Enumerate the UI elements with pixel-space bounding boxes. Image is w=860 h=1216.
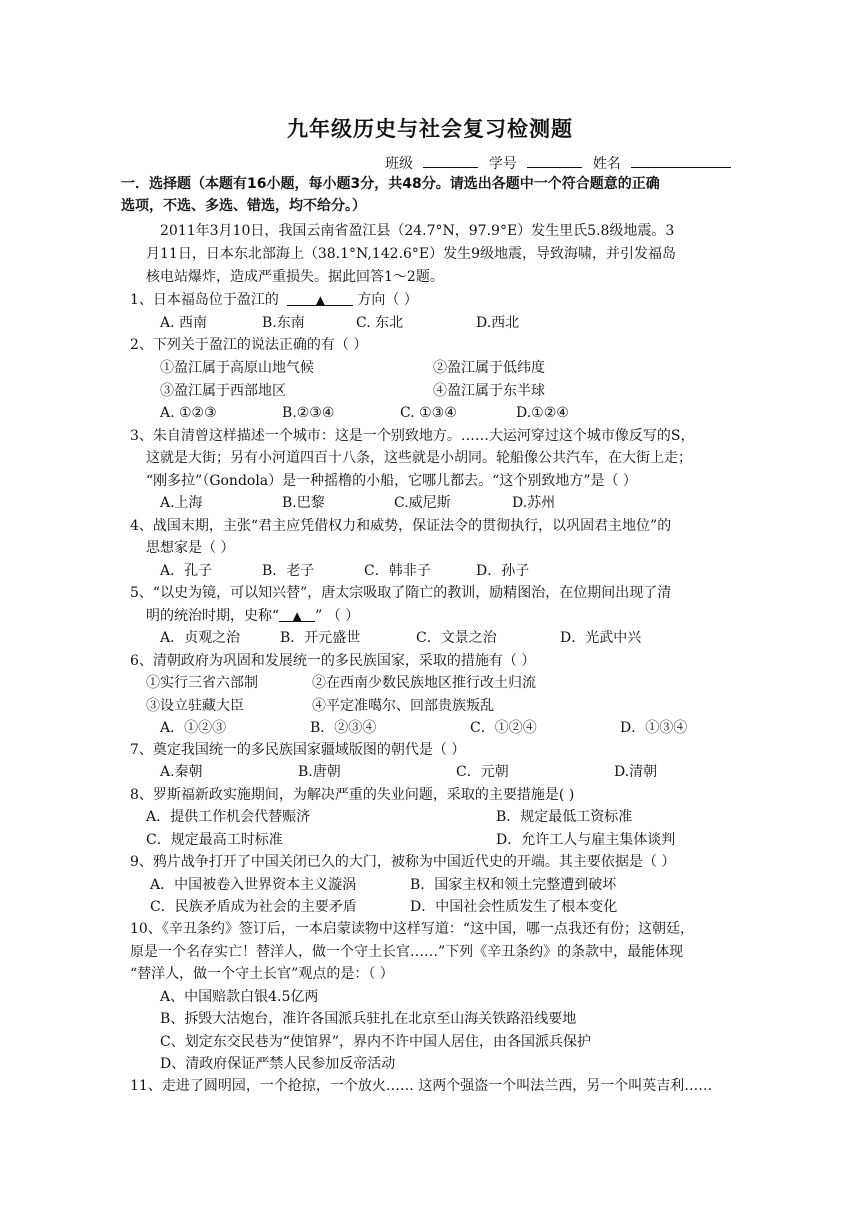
question-3-line-2: 这就是大街；另有小河道四百十八条，这些就是小胡同。轮船像公共汽车，在大街上走； xyxy=(146,450,692,466)
question-7-stem: 7、奠定我国统一的多民族国家疆域版图的朝代是（ ） xyxy=(130,742,466,758)
question-6-item-4: ④平定准噶尔、回部贵族叛乱 xyxy=(312,698,494,714)
question-3-option-d[interactable]: D.苏州 xyxy=(512,495,556,511)
class-label: 班级 xyxy=(385,156,413,172)
question-3-line-3: “刚多拉”（Gondola）是一种摇橹的小船，它哪儿都去。“这个别致地方”是（ ） xyxy=(146,473,637,489)
question-5-blank: ▲ xyxy=(279,606,315,622)
question-2-item-2: ②盈江属于低纬度 xyxy=(433,360,545,376)
page-title: 九年级历史与社会复习检测题 xyxy=(287,117,573,141)
question-1-blank: ▲ xyxy=(287,290,353,306)
question-9-stem: 9、鸦片战争打开了中国关闭已久的大门，被称为中国近代史的开端。其主要依据是（ ） xyxy=(130,854,676,870)
question-4-option-d[interactable]: D．孙子 xyxy=(476,563,530,579)
question-9-option-a[interactable]: A．中国被卷入世界资本主义漩涡 xyxy=(150,877,357,893)
question-7-option-a[interactable]: A.秦朝 xyxy=(160,764,203,780)
question-3-line-1: 3、朱自清曾这样描述一个城市：这是一个别致地方。……大运河穿过这个城市像反写的S， xyxy=(130,428,695,444)
question-2-item-3: ③盈江属于西部地区 xyxy=(160,383,286,399)
question-9-option-b[interactable]: B．国家主权和领土完整遭到破坏 xyxy=(410,877,617,893)
question-7-option-d[interactable]: D.清朝 xyxy=(614,764,658,780)
question-7-option-c[interactable]: C．元朝 xyxy=(456,764,509,780)
question-11-stem: 11、走进了圆明园，一个抢掠，一个放火…… 这两个强盗一个叫法兰西，另一个叫英吉利…… xyxy=(130,1078,713,1094)
question-4-line-2: 思想家是（ ） xyxy=(146,540,235,556)
question-6-item-2: ②在西南少数民族地区推行改土归流 xyxy=(312,675,536,691)
question-2-item-4: ④盈江属于东半球 xyxy=(433,383,545,399)
question-1-option-a[interactable]: A. 西南 xyxy=(160,315,208,331)
question-2-option-a[interactable]: A. ①②③ xyxy=(160,405,217,421)
question-2-option-d[interactable]: D.①②④ xyxy=(516,405,569,421)
question-6-option-d[interactable]: D．①③④ xyxy=(620,720,688,736)
question-1-option-b[interactable]: B.东南 xyxy=(262,315,305,331)
question-8-option-d[interactable]: D．允许工人与雇主集体谈判 xyxy=(496,832,676,848)
question-7-option-b[interactable]: B.唐朝 xyxy=(298,764,341,780)
question-9-option-d[interactable]: D．中国社会性质发生了根本变化 xyxy=(410,899,618,915)
question-8-option-b[interactable]: B．规定最低工资标准 xyxy=(496,809,633,825)
question-4-option-c[interactable]: C．韩非子 xyxy=(364,563,431,579)
question-6-option-a[interactable]: A．①②③ xyxy=(160,720,227,736)
question-2-stem: 2、下列关于盈江的说法正确的有（ ） xyxy=(130,337,368,353)
question-5-option-a[interactable]: A．贞观之治 xyxy=(160,630,241,646)
name-blank[interactable] xyxy=(631,152,731,168)
question-9-option-c[interactable]: C．民族矛盾成为社会的主要矛盾 xyxy=(150,899,357,915)
question-6-item-1: ①实行三省六部制 xyxy=(146,675,258,691)
question-4-line-1: 4、战国末期，主张“君主应凭借权力和威势，保证法令的贯彻执行，以巩固君主地位”的 xyxy=(130,518,672,534)
question-4-option-a[interactable]: A．孔子 xyxy=(160,563,213,579)
question-5-line-1: 5、“以史为镜，可以知兴替”，唐太宗吸取了隋亡的教训，励精图治，在位期间出现了清 xyxy=(130,585,672,601)
question-10-option-a[interactable]: A、中国赔款白银4.5亿两 xyxy=(160,989,319,1005)
section-heading-line1: 一．选择题（本题有16小题，每小题3分，共48分。请选出各题中一个符合题意的正确 xyxy=(121,176,660,192)
question-1-option-d[interactable]: D.西北 xyxy=(476,315,520,331)
question-10-line-1: 10、《辛丑条约》签订后，一本启蒙读物中这样写道：“这中国，哪一点我还有份；这朝廷， xyxy=(130,921,694,937)
question-3-option-a[interactable]: A.上海 xyxy=(160,495,203,511)
question-8-stem: 8、罗斯福新政实施期间，为解决严重的失业问题，采取的主要措施是( ) xyxy=(130,787,575,803)
question-3-option-c[interactable]: C.威尼斯 xyxy=(394,495,451,511)
question-6-item-3: ③设立驻藏大臣 xyxy=(146,698,244,714)
question-5-option-b[interactable]: B．开元盛世 xyxy=(280,630,361,646)
question-5-line-2: 明的统治时期，史称“ ▲ ” （ ） xyxy=(146,608,360,624)
question-10-option-d[interactable]: D、清政府保证严禁人民参加反帝活动 xyxy=(160,1056,396,1072)
intro-line-2: 月11日，日本东北部海上（38.1°N,142.6°E）发生9级地震，导致海啸，并引发福岛 xyxy=(146,246,676,262)
question-8-option-a[interactable]: A．提供工作机会代替赈济 xyxy=(146,809,311,825)
question-5-option-d[interactable]: D．光武中兴 xyxy=(560,630,642,646)
question-6-option-c[interactable]: C．①②④ xyxy=(470,720,537,736)
question-10-line-2: 原是一个名存实亡！替洋人，做一个守土长官……”下列《辛丑条约》的条款中，最能体现 xyxy=(130,944,684,960)
class-blank[interactable] xyxy=(423,152,478,168)
question-10-line-3: “替洋人，做一个守土长官”观点的是：（ ） xyxy=(130,966,394,982)
question-1-stem: 1、日本福岛位于盈江的 ▲ 方向（ ） xyxy=(130,292,418,308)
question-5-option-c[interactable]: C．文景之治 xyxy=(416,630,497,646)
number-label: 学号 xyxy=(488,156,517,172)
question-10-option-c[interactable]: C、划定东交民巷为“使馆界”，界内不许中国人居住，由各国派兵保护 xyxy=(160,1034,592,1050)
question-10-option-b[interactable]: B、拆毁大沽炮台，准许各国派兵驻扎在北京至山海关铁路沿线要地 xyxy=(160,1011,577,1027)
question-6-option-b[interactable]: B．②③④ xyxy=(310,720,377,736)
question-1-option-c[interactable]: C. 东北 xyxy=(356,315,404,331)
question-4-option-b[interactable]: B．老子 xyxy=(262,563,315,579)
name-label: 姓名 xyxy=(592,156,621,172)
question-2-option-c[interactable]: C. ①③④ xyxy=(400,405,457,421)
question-3-option-b[interactable]: B.巴黎 xyxy=(282,495,325,511)
student-info-row xyxy=(385,152,737,174)
question-2-item-1: ①盈江属于高原山地气候 xyxy=(160,360,314,376)
question-2-option-b[interactable]: B.②③④ xyxy=(282,405,335,421)
question-6-stem: 6、清朝政府为巩固和发展统一的多民族国家，采取的措施有（ ） xyxy=(130,653,536,669)
number-blank[interactable] xyxy=(527,152,582,168)
section-heading-line2: 选项，不选、多选、错选，均不给分。） xyxy=(121,198,366,214)
intro-line-3: 核电站爆炸，造成严重损失。据此回答1～2题。 xyxy=(146,269,444,285)
intro-line-1: 2011年3月10日，我国云南省盈江县（24.7°N，97.9°E）发生里氏5.8级地震。3 xyxy=(160,223,675,239)
question-8-option-c[interactable]: C．规定最高工时标准 xyxy=(146,832,283,848)
